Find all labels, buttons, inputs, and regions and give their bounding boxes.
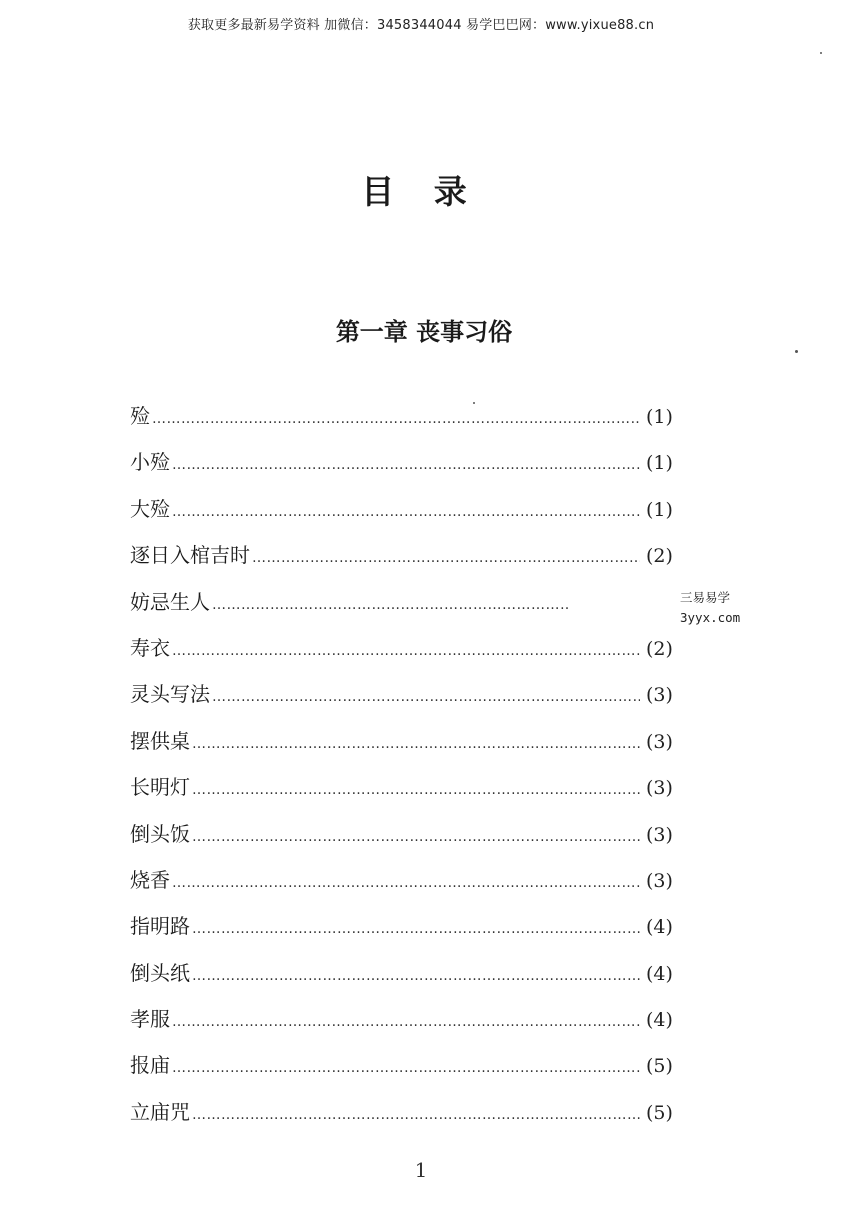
table-of-contents <box>130 400 690 1142</box>
toc-leader-dots <box>172 875 640 891</box>
toc-entry <box>130 1003 690 1049</box>
toc-entry <box>130 586 690 632</box>
watermark-line-2: 3yyx.com <box>680 610 741 625</box>
toc-entry-label: 孝服 <box>130 1007 170 1032</box>
toc-entry-label: 倒头纸 <box>130 960 190 985</box>
toc-entry <box>130 864 690 910</box>
toc-leader-dots <box>172 457 640 473</box>
toc-entry-page: (4) <box>646 962 673 985</box>
toc-entry <box>130 446 690 492</box>
toc-entry <box>130 818 690 864</box>
toc-entry-label: 摆供桌 <box>130 728 190 753</box>
toc-entry <box>130 632 690 678</box>
toc-leader-dots <box>212 689 640 705</box>
toc-leader-dots <box>192 829 640 845</box>
toc-leader-dots <box>172 1014 640 1030</box>
toc-entry-page: (1) <box>646 452 673 475</box>
toc-entry-label: 小殓 <box>130 450 170 475</box>
toc-entry-label: 指明路 <box>130 914 190 939</box>
toc-leader-dots <box>192 968 640 984</box>
toc-leader-dots <box>152 411 640 427</box>
header-watermark-text: 获取更多最新易学资料 加微信：3458344044 易学巴巴网：www.yixue88.cn <box>187 18 655 33</box>
toc-entry-page: (2) <box>646 545 673 568</box>
toc-entry-page: (1) <box>646 406 673 428</box>
toc-entry-label: 烧香 <box>130 867 170 892</box>
toc-entry-page: (3) <box>646 823 673 846</box>
toc-entry <box>130 1049 690 1095</box>
toc-entry-label: 逐日入棺吉时 <box>130 543 250 568</box>
scan-speck <box>820 52 822 54</box>
toc-entry-label: 殓 <box>130 404 150 428</box>
toc-entry-page: (4) <box>646 1009 673 1032</box>
toc-entry <box>130 493 690 539</box>
watermark-line-1: 三易易学 <box>680 590 731 605</box>
toc-entry-label: 灵头写法 <box>130 682 210 707</box>
toc-entry <box>130 957 690 1003</box>
toc-entry-label: 寿衣 <box>130 635 170 660</box>
chapter-title: 第一章 丧事习俗 <box>335 318 513 346</box>
scan-speck <box>473 402 475 404</box>
toc-entry-page: (5) <box>646 1055 673 1078</box>
toc-entry <box>130 678 690 724</box>
toc-leader-dots <box>192 736 640 752</box>
scan-speck <box>795 350 798 353</box>
toc-entry-page: (5) <box>646 1101 673 1124</box>
toc-leader-dots <box>172 504 640 520</box>
toc-entry-page: (3) <box>646 730 673 753</box>
toc-entry-page: (1) <box>646 498 673 521</box>
toc-entry-page: (3) <box>646 777 673 800</box>
toc-entry <box>130 910 690 956</box>
toc-entry <box>130 539 690 585</box>
page-title: 目 录 <box>361 172 481 211</box>
toc-entry-label: 立庙咒 <box>130 1099 190 1124</box>
toc-entry-label: 长明灯 <box>130 775 190 800</box>
toc-leader-dots <box>192 1107 640 1123</box>
toc-entry-label: 妨忌生人 <box>130 589 210 614</box>
toc-leader-dots <box>192 782 640 798</box>
toc-entry-page: (2) <box>646 637 673 660</box>
toc-entry-label: 倒头饭 <box>130 821 190 846</box>
toc-leader-dots <box>172 1060 640 1076</box>
toc-entry-label: 大殓 <box>130 496 170 521</box>
page-number: 1 <box>414 1158 428 1182</box>
toc-entry <box>130 771 690 817</box>
toc-leader-dots <box>212 597 568 613</box>
site-watermark <box>680 588 740 628</box>
toc-entry <box>130 1096 690 1142</box>
toc-entry <box>130 725 690 771</box>
toc-entry <box>130 400 690 446</box>
toc-entry-page: (3) <box>646 869 673 892</box>
toc-entry-label: 报庙 <box>130 1053 170 1078</box>
toc-leader-dots <box>192 921 640 937</box>
toc-entry-page: (3) <box>646 684 673 707</box>
toc-leader-dots <box>252 550 640 566</box>
toc-entry-page: (4) <box>646 916 673 939</box>
toc-leader-dots <box>172 643 640 659</box>
